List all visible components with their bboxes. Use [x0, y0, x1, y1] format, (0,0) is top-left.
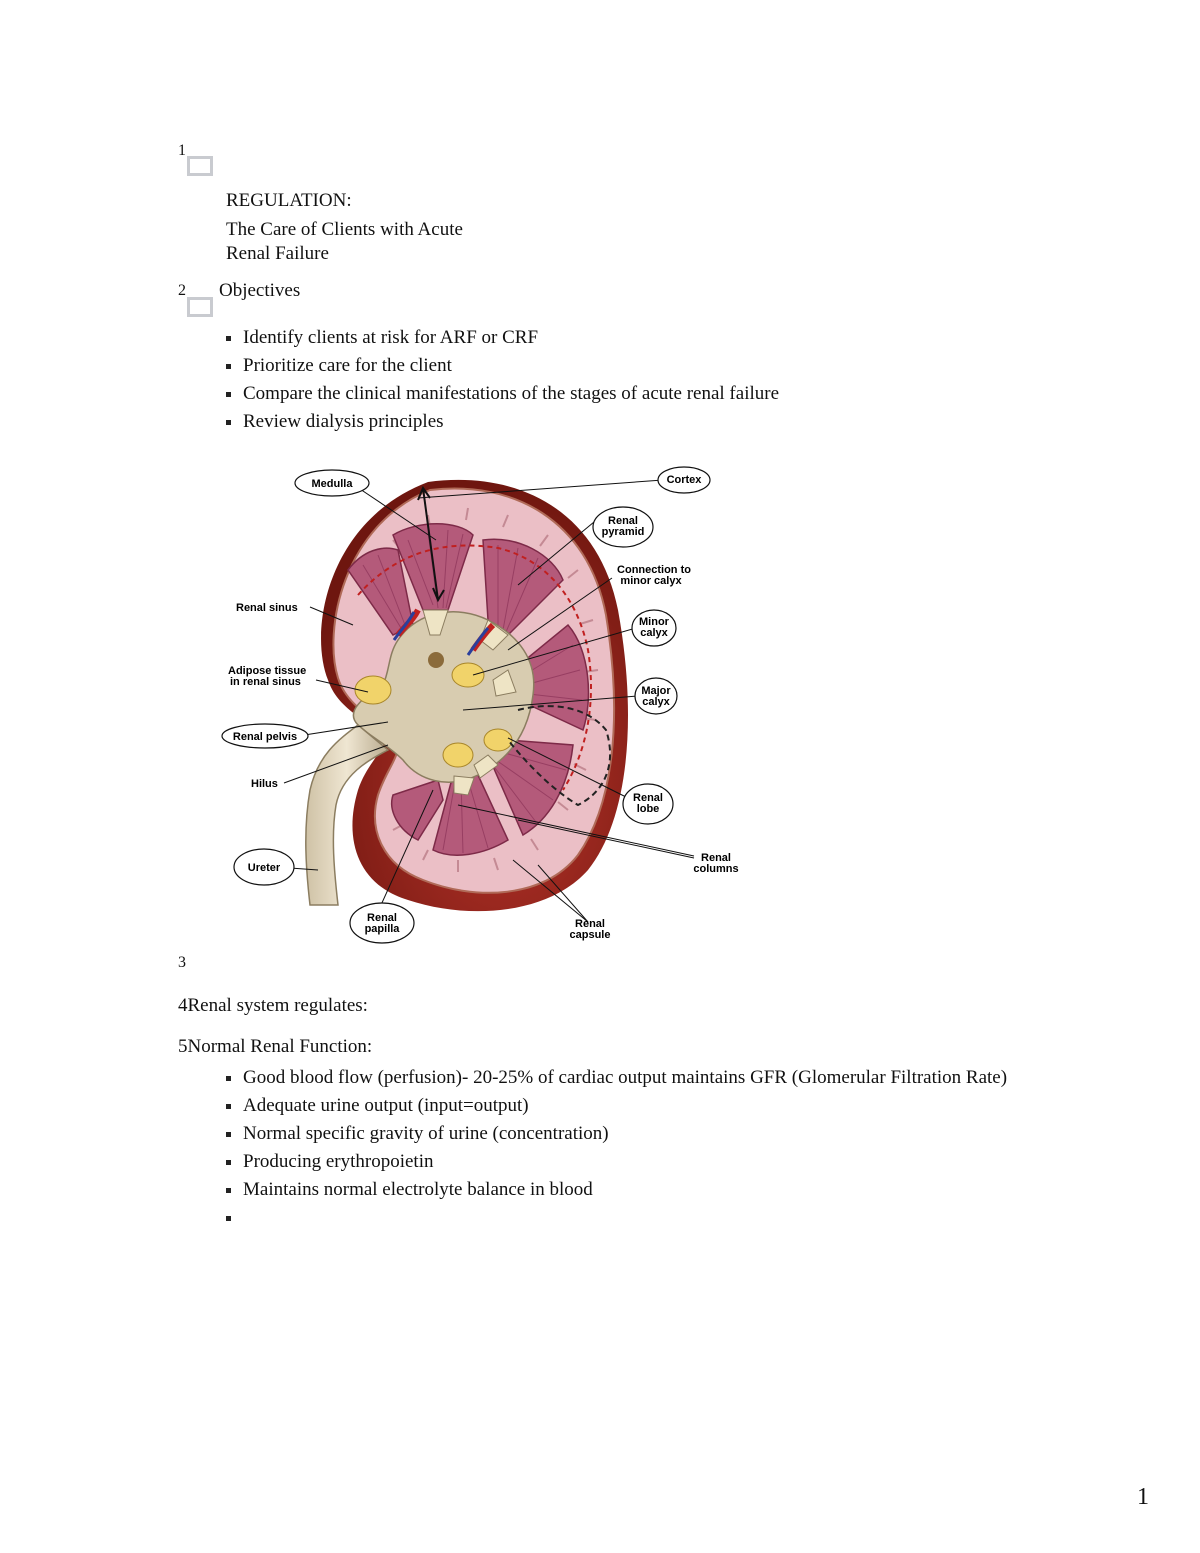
slide-title-line: The Care of Clients with Acute [226, 219, 463, 240]
label-adipose-tissue: in renal sinus [230, 676, 301, 688]
slide-title-line: Renal Failure [226, 243, 329, 264]
bullet-icon [226, 420, 231, 425]
list-item: Normal specific gravity of urine (concentration) [226, 1120, 1007, 1148]
label-renal-columns: Renal [701, 852, 731, 864]
bullet-icon [226, 336, 231, 341]
label-renal-columns: columns [693, 863, 739, 875]
label-minor-calyx: calyx [640, 627, 668, 639]
label-renal-pelvis: Renal pelvis [232, 731, 298, 743]
page-number: 1 [1137, 1484, 1149, 1510]
label-renal-papilla: Renal [367, 912, 397, 924]
label-major-calyx: calyx [642, 696, 670, 708]
label-connection-to-minor-calyx: minor calyx [620, 575, 682, 587]
objectives-heading: Objectives [219, 280, 301, 301]
bullet-icon [226, 1132, 231, 1137]
list-item: Adequate urine output (input=output) [226, 1092, 1007, 1120]
slide-thumbnail-icon [187, 297, 213, 317]
slide-thumbnail-icon [187, 156, 213, 176]
normal-renal-function-heading: 5Normal Renal Function: [178, 1036, 373, 1057]
label-hilus: Hilus [251, 778, 278, 790]
label-renal-sinus: Renal sinus [236, 602, 298, 614]
list-item: Prioritize care for the client [226, 352, 779, 380]
bullet-icon [226, 1188, 231, 1193]
list-item: Good blood flow (perfusion)- 20-25% of cardiac output maintains GFR (Glomerular Filtration Rate) [226, 1064, 1007, 1092]
kidney-anatomy-diagram [218, 460, 758, 950]
label-adipose-tissue: Adipose tissue [228, 665, 307, 677]
label-ureter: Ureter [247, 862, 281, 874]
label-renal-pyramid: pyramid [601, 526, 645, 538]
label-renal-capsule: capsule [569, 929, 611, 941]
list-item: Producing erythropoietin [226, 1148, 1007, 1176]
slide-number: 3 [178, 954, 186, 971]
bullet-icon [226, 1160, 231, 1165]
label-connection-to-minor-calyx: Connection to [617, 564, 691, 576]
bullet-icon [226, 392, 231, 397]
list-item: Identify clients at risk for ARF or CRF [226, 324, 779, 352]
renal-system-regulates-text: 4Renal system regulates: [178, 995, 368, 1016]
label-renal-lobe: Renal [633, 792, 663, 804]
bullet-icon [226, 1076, 231, 1081]
label-renal-papilla: papilla [364, 923, 400, 935]
normal-renal-function-list [226, 1064, 1007, 1204]
label-renal-capsule: Renal [575, 918, 605, 930]
slide-number: 1 [178, 142, 186, 159]
list-item: Review dialysis principles [226, 408, 779, 436]
objectives-list [226, 324, 779, 436]
bullet-icon [226, 1216, 231, 1221]
label-medulla: Medulla [311, 478, 353, 490]
label-cortex: Cortex [666, 474, 702, 486]
list-item: Maintains normal electrolyte balance in blood [226, 1176, 1007, 1204]
label-major-calyx: Major [641, 685, 671, 697]
slide-number: 2 [178, 282, 186, 299]
slide-title-line: REGULATION: [226, 190, 352, 211]
label-minor-calyx: Minor [639, 616, 669, 628]
list-item: Compare the clinical manifestations of the stages of acute renal failure [226, 380, 779, 408]
label-renal-lobe: lobe [636, 803, 660, 815]
label-renal-pyramid: Renal [608, 515, 638, 527]
bullet-icon [226, 364, 231, 369]
bullet-icon [226, 1104, 231, 1109]
